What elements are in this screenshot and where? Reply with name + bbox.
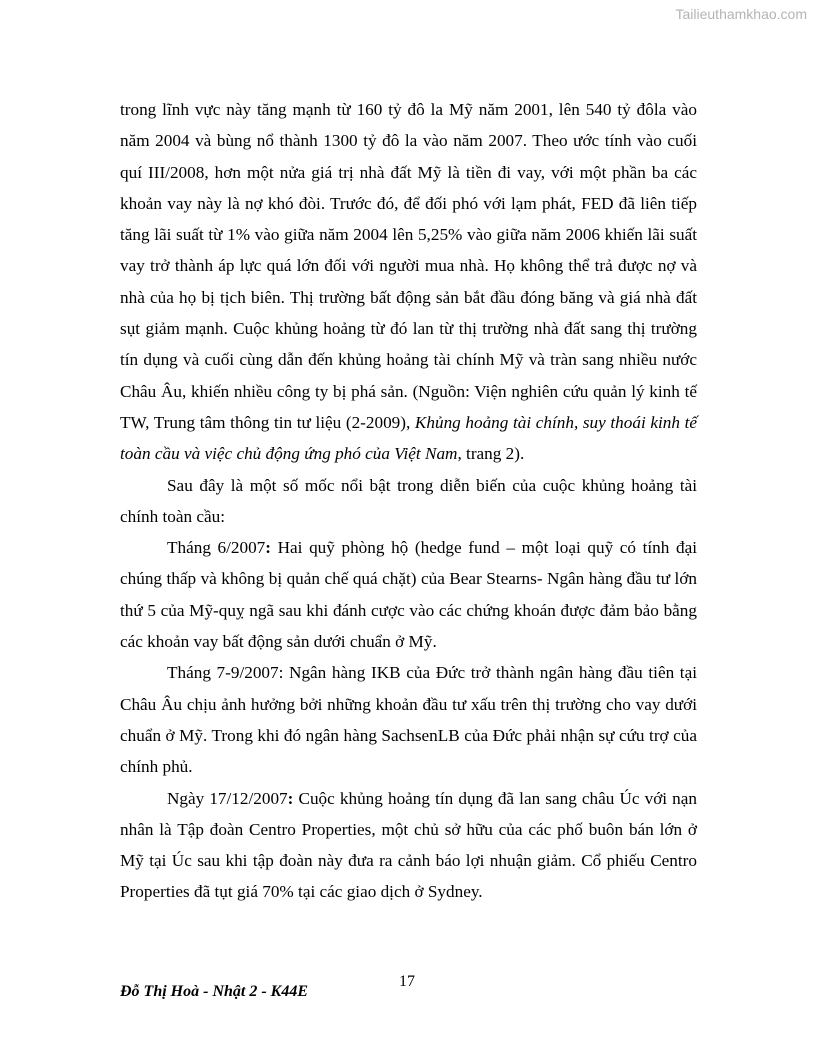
colon-bold: : xyxy=(265,538,272,558)
paragraph-3-text: Hai quỹ phòng hộ (hedge fund – một loại quỹ có tính đại chúng thấp và không bị quản chế quá chặt) của Bear Stearns- Ngân hàng đầu tư lớn thứ 5 của Mỹ-quỵ ngã sau khi đánh cược vào các chứng khoán được đảm bảo bằng các khoản vay bất động sản dưới chuẩn ở Mỹ. xyxy=(120,538,697,652)
document-body xyxy=(120,94,697,908)
paragraph-5-text: Cuộc khủng hoảng tín dụng đã lan sang châu Úc với nạn nhân là Tập đoàn Centro Properties, một chủ sở hữu của các phố buôn bán lớn ở Mỹ tại Úc sau khi tập đoàn này đưa ra cảnh báo lợi nhuận giảm. Cổ phiếu Centro Properties đã tụt giá 70% tại các giao dịch ở Sydney. xyxy=(120,788,698,902)
paragraph-3 xyxy=(120,532,697,657)
source-title: Khủng hoảng tài chính, suy thoái kinh tế toàn cầu và việc chủ động ứng phó của Việt Nam xyxy=(120,412,697,464)
paragraph-1-text: trong lĩnh vực này tăng mạnh từ 160 tỷ đô la Mỹ năm 2001, lên 540 tỷ đôla vào năm 2004 và bùng nổ thành 1300 tỷ đô la vào năm 2007. Theo ước tính vào cuối quí III/2008, hơn một nửa giá trị nhà đất Mỹ là tiền đi vay, với một phần ba các khoản vay này là nợ khó đòi. Trước đó, để đối phó với lạm phát, FED đã liên tiếp tăng lãi suất từ 1% vào giữa năm 2004 lên 5,25% vào giữa năm 2006 khiến lãi suất vay trở thành áp lực quá lớn đối với người mua nhà. Họ không thể trả được nợ và nhà của họ bị tịch biên. Thị trường bất động sản bắt đầu đóng băng và giá nhà đất sụt giảm mạnh. Cuộc khủng hoảng từ đó lan từ thị trường nhà đất sang thị trường tín dụng và cuối cùng dẫn đến khủng hoảng tài chính Mỹ và tràn sang nhiều nước Châu Âu, khiến nhiều công ty bị phá sản. (Nguồn: Viện nghiên cứu quản lý kinh tế TW, Trung tâm thông tin tư liệu (2-2009), xyxy=(120,100,697,432)
paragraph-1 xyxy=(120,94,697,470)
date-label-dec-2007: Ngày 17/12/2007 xyxy=(167,788,288,808)
paragraph-5 xyxy=(120,783,697,908)
paragraph-2: Sau đây là một số mốc nổi bật trong diễn biến của cuộc khủng hoảng tài chính toàn cầu: xyxy=(120,475,697,526)
watermark: Tailieuthamkhao.com xyxy=(675,6,807,22)
paragraph-1-end: , trang 2). xyxy=(457,444,525,464)
colon-bold: : xyxy=(287,788,294,808)
paragraph-4: Tháng 7-9/2007: Ngân hàng IKB của Đức trở thành ngân hàng đầu tiên tại Châu Âu chịu ảnh hưởng bởi những khoản đầu tư xấu trên thị trường cho vay dưới chuẩn ở Mỹ. Trong khi đó ngân hàng SachsenLB của Đức phải nhận sự cứu trợ của chính phủ. xyxy=(120,663,697,777)
page-number: 17 xyxy=(399,973,415,990)
footer-author: Đỗ Thị Hoà - Nhật 2 - K44E xyxy=(120,983,309,1000)
date-label-june-2007: Tháng 6/2007 xyxy=(167,538,266,558)
